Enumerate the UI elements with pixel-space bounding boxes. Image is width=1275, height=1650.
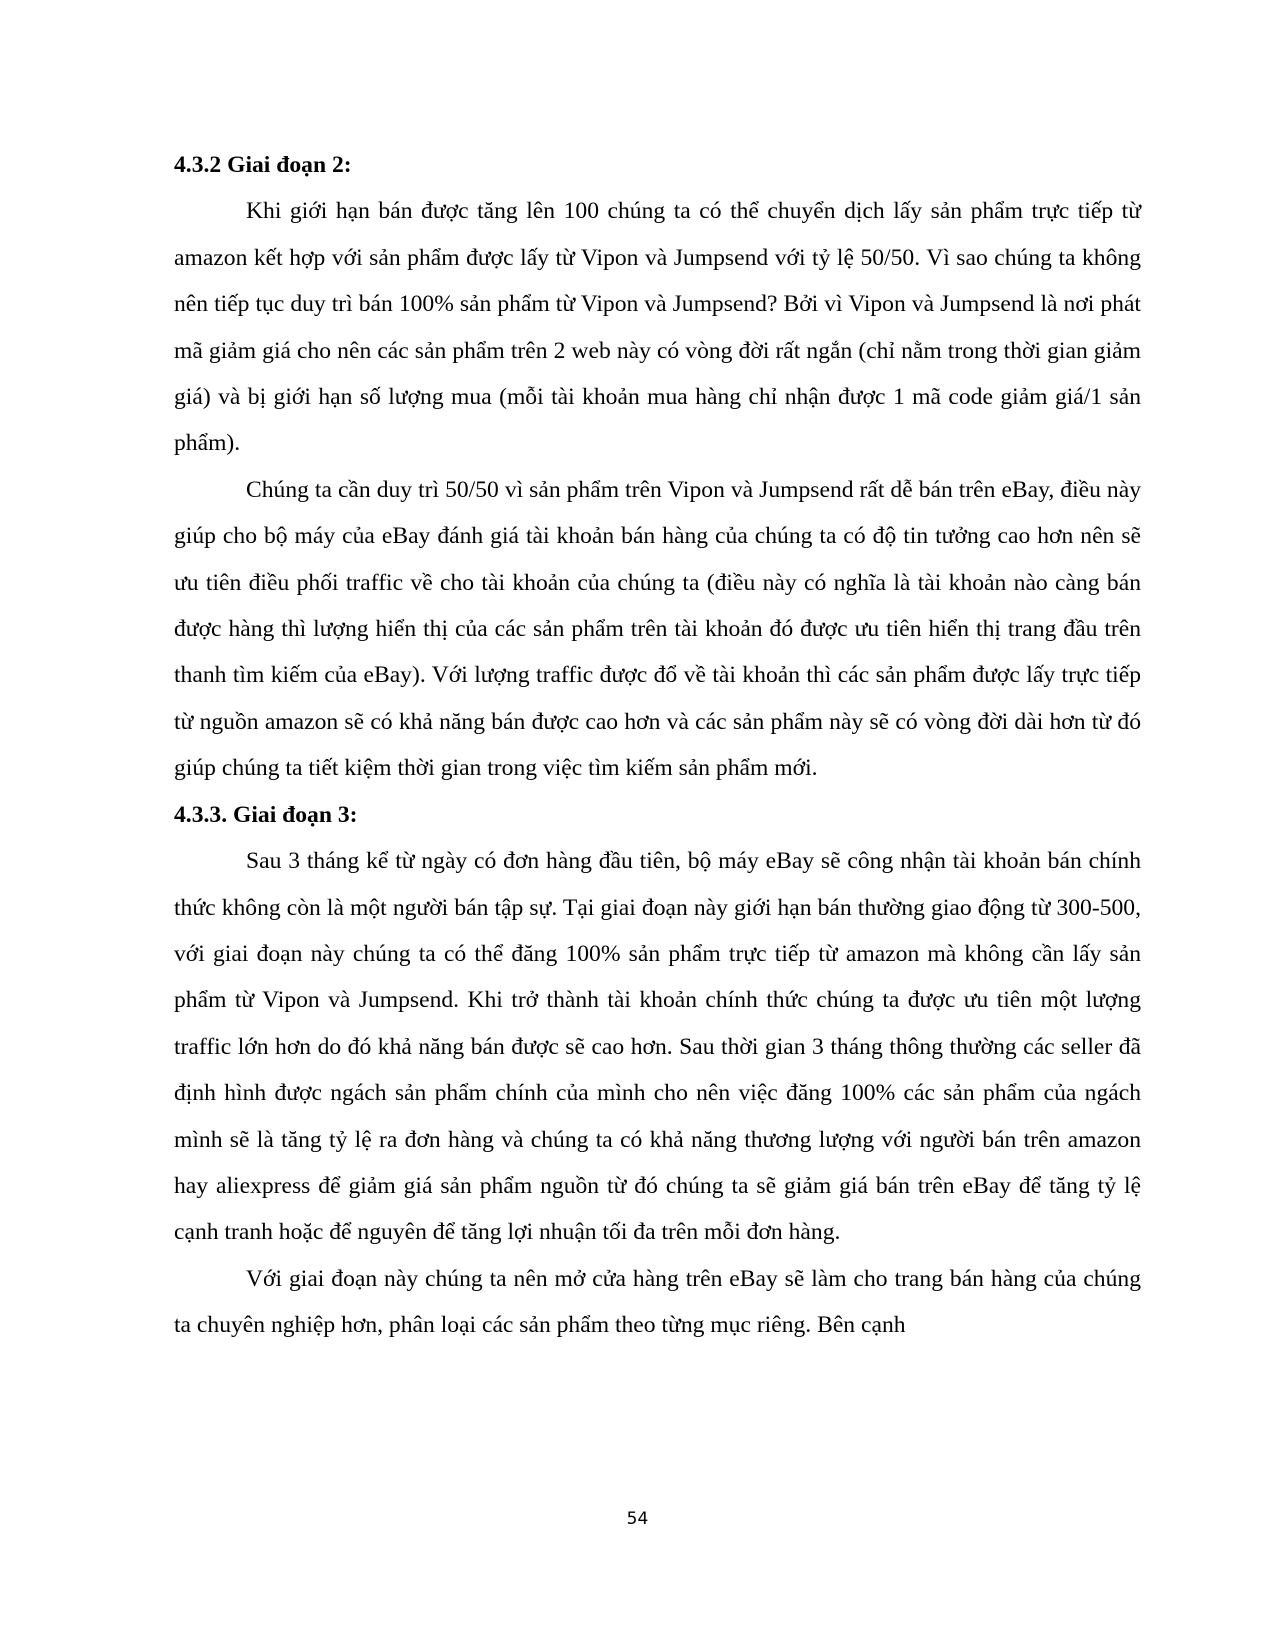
section-heading-giai-doan-3: 4.3.3. Giai đoạn 3: [174, 801, 358, 828]
paragraph: Sau 3 tháng kể từ ngày có đơn hàng đầu tiên, bộ máy eBay sẽ công nhận tài khoản bán chính thức không còn là một người bán tập sự. Tại giai đoạn này giới hạn bán thường giao động từ 300-500, với giai đoạn này chúng ta có thể đăng 100% sản phẩm trực tiếp từ amazon mà không cần lấy sản phẩm từ Vipon và Jumpsend. Khi trở thành tài khoản chính thức chúng ta được ưu tiên một lượng traffic lớn hơn do đó khả năng bán được sẽ cao hơn. Sau thời gian 3 tháng thông thường các seller đã định hình được ngách sản phẩm chính của mình cho nên việc đăng 100% các sản phẩm của ngách mình sẽ là tăng tỷ lệ ra đơn hàng và chúng ta có khả năng thương lượng với người bán trên amazon hay aliexpress để giảm giá sản phẩm nguồn từ đó chúng ta sẽ giảm giá bán trên eBay để tăng tỷ lệ cạnh tranh hoặc để nguyên để tăng lợi nhuận tối đa trên mỗi đơn hàng. [174, 848, 1141, 1246]
page-number: 54 [626, 1509, 649, 1529]
page-body [174, 142, 1141, 1349]
paragraph: Chúng ta cần duy trì 50/50 vì sản phẩm trên Vipon và Jumpsend rất dễ bán trên eBay, điều này giúp cho bộ máy của eBay đánh giá tài khoản bán hàng của chúng ta có độ tin tưởng cao hơn nên sẽ ưu tiên điều phối traffic về cho tài khoản của chúng ta (điều này có nghĩa là tài khoản nào càng bán được hàng thì lượng hiển thị của các sản phẩm trên tài khoản đó được ưu tiên hiển thị trang đầu trên thanh tìm kiếm của eBay). Với lượng traffic được đổ về tài khoản thì các sản phẩm được lấy trực tiếp từ nguồn amazon sẽ có khả năng bán được cao hơn và các sản phẩm này sẽ có vòng đời dài hơn từ đó giúp chúng ta tiết kiệm thời gian trong việc tìm kiếm sản phẩm mới. [174, 476, 1141, 782]
section-heading-giai-doan-2: 4.3.2 Giai đoạn 2: [174, 152, 352, 178]
paragraph: Với giai đoạn này chúng ta nên mở cửa hàng trên eBay sẽ làm cho trang bán hàng của chúng ta chuyên nghiệp hơn, phân loại các sản phẩm theo từng mục riêng. Bên cạnh [174, 1265, 1141, 1339]
paragraph: Khi giới hạn bán được tăng lên 100 chúng ta có thể chuyển dịch lấy sản phẩm trực tiếp từ amazon kết hợp với sản phẩm được lấy từ Vipon và Jumpsend với tỷ lệ 50/50. Vì sao chúng ta không nên tiếp tục duy trì bán 100% sản phẩm từ Vipon và Jumpsend? Bởi vì Vipon và Jumpsend là nơi phát mã giảm giá cho nên các sản phẩm trên 2 web này có vòng đời rất ngắn (chỉ nằm trong thời gian giảm giá) và bị giới hạn số lượng mua (mỗi tài khoản mua hàng chỉ nhận được 1 mã code giảm giá/1 sản phẩm). [174, 198, 1141, 457]
